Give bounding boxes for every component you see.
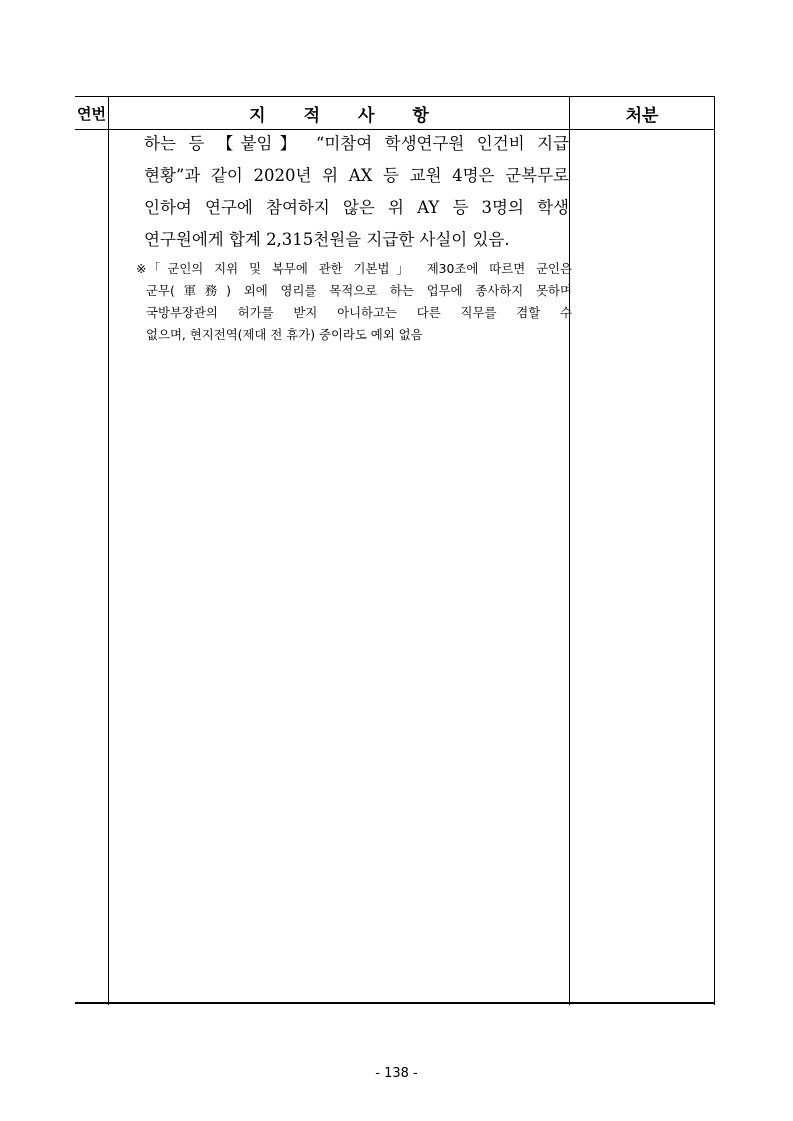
table-right-border — [714, 97, 715, 1005]
note-first-line — [136, 258, 572, 280]
column-divider-serial — [108, 97, 109, 1005]
reference-mark-icon: ※ — [136, 261, 147, 276]
paragraph-line: 하는 등 【붙임】 “미참여 학생연구원 인건비 지급 — [144, 134, 569, 153]
column-divider-disposition — [569, 97, 570, 1005]
legal-note — [136, 258, 572, 346]
note-line: 국방부장관의 허가를 받지 아니하고는 다른 직무를 겸할 수 — [146, 305, 572, 320]
header-disposition: 처분 — [625, 106, 659, 126]
header-findings: 지적사항 — [249, 106, 467, 126]
paragraph-line: 연구원에게 합계 2,315천원을 지급한 사실이 있음. — [144, 230, 510, 249]
paragraph-line: 인하여 연구에 참여하지 않은 위 AY 등 3명의 학생 — [144, 198, 569, 217]
header-serial: 연번 — [77, 105, 106, 123]
page-number: - 138 - — [375, 1066, 418, 1081]
note-line: 군무(軍務) 외에 영리를 목적으로 하는 업무에 종사하지 못하며 — [146, 283, 572, 298]
header-findings-cell — [109, 98, 569, 129]
note-line: 없으며, 현지전역(제대 전 휴가) 중이라도 예외 없음 — [146, 327, 423, 342]
findings-paragraph — [144, 128, 569, 256]
paragraph-line: 현황”과 같이 2020년 위 AX 등 교원 4명은 군복무로 — [144, 166, 569, 185]
note-line: 「군인의 지위 및 복무에 관한 기본법」 제30조에 따르면 군인은 — [148, 261, 572, 276]
